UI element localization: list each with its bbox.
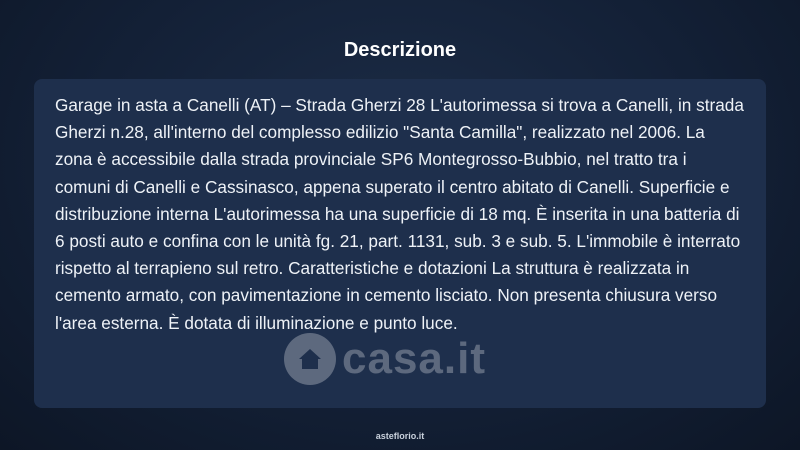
description-text: Garage in asta a Canelli (AT) – Strada Gherzi 28 L'autorimessa si trova a Canelli, in strada Gherzi n.28, all'interno del complesso edilizio "Santa Camilla", realizzato nel 2006. La zona è accessibile dalla strada provinciale SP6 Montegrosso-Bubbio, nel tratto tra i comuni di Canelli e Cassinasco, appena superato il centro abitato di Canelli. Superficie e distribuzione interna L'autorimessa ha una superficie di 18 mq. È inserita in una batteria di 6 posti auto e confina con le unità fg. 21, part. 1131, sub. 3 e sub. 5. L'immobile è interrato rispetto al terrapieno sul retro. Caratteristiche e dotazioni La struttura è realizzata in cemento armato, con pavimentazione in cemento lisciato. Non presenta chiusura verso l'area esterna. È dotata di illuminazione e punto luce. xyxy=(55,95,744,333)
watermark-text: casa.it xyxy=(342,334,486,383)
footer-source: asteflorio.it xyxy=(375,431,425,441)
description-card xyxy=(34,79,766,408)
page-title: Descrizione xyxy=(343,39,457,61)
